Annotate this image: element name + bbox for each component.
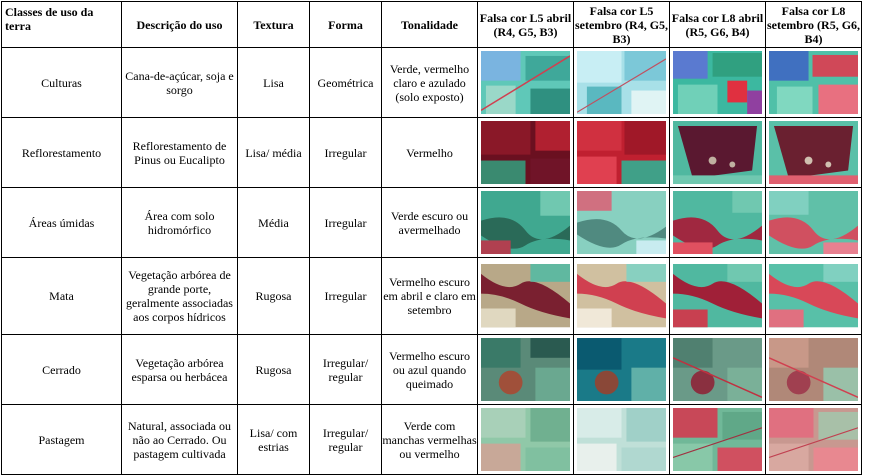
satellite-image xyxy=(673,338,762,401)
header-l5-abril: Falsa cor L5 abril (R4, G5, B3) xyxy=(478,2,574,48)
cell-tonalidade: Vermelho escuro em abril e claro em setembro xyxy=(382,258,478,335)
satellite-image xyxy=(769,121,858,184)
cell-descricao: Vegetação arbórea esparsa ou herbácea xyxy=(122,335,238,405)
cell-tonalidade: Vermelho xyxy=(382,118,478,188)
table-row xyxy=(2,48,862,118)
cell-tonalidade: Verde, vermelho claro e azulado (solo exposto) xyxy=(382,48,478,118)
cell-forma: Irregular xyxy=(310,258,382,335)
satellite-image xyxy=(577,408,666,471)
satellite-image xyxy=(481,264,570,327)
satellite-image xyxy=(481,191,570,254)
satellite-image xyxy=(481,51,570,114)
header-l8-setembro: Falsa cor L8 setembro (R5, G6, B4) xyxy=(766,3,861,46)
satellite-image xyxy=(577,121,666,184)
cell-forma: Irregular xyxy=(310,188,382,258)
cell-classe: Mata xyxy=(2,258,122,335)
cell-descricao: Reflorestamento de Pinus ou Eucalipto xyxy=(122,118,238,188)
cell-textura: Lisa/ com estrias xyxy=(238,405,310,475)
cell-classe: Pastagem xyxy=(2,405,122,475)
cell-classe: Áreas úmidas xyxy=(2,188,122,258)
header-forma: Forma xyxy=(310,2,382,48)
cell-classe: Reflorestamento xyxy=(2,118,122,188)
table-row xyxy=(2,188,862,258)
satellite-image xyxy=(769,51,858,114)
satellite-image xyxy=(577,191,666,254)
table-row xyxy=(2,118,862,188)
cell-textura: Lisa/ média xyxy=(238,118,310,188)
satellite-image xyxy=(769,338,858,401)
satellite-image xyxy=(769,191,858,254)
land-use-table xyxy=(1,1,862,475)
header-textura: Textura xyxy=(238,2,310,48)
header-row xyxy=(2,2,862,48)
header-classes: Classes de uso da terra xyxy=(2,2,122,48)
cell-tonalidade: Vermelho escuro ou azul quando queimado xyxy=(382,335,478,405)
cell-forma: Irregular/ regular xyxy=(310,405,382,475)
cell-textura: Rugosa xyxy=(238,258,310,335)
cell-classe: Culturas xyxy=(2,48,122,118)
cell-textura: Média xyxy=(238,188,310,258)
cell-tonalidade: Verde escuro ou avermelhado xyxy=(382,188,478,258)
satellite-image xyxy=(481,408,570,471)
satellite-image xyxy=(577,51,666,114)
cell-forma: Geométrica xyxy=(310,48,382,118)
cell-descricao: Cana-de-açúcar, soja e sorgo xyxy=(122,48,238,118)
satellite-image xyxy=(769,408,858,471)
cell-tonalidade: Verde com manchas vermelhas ou vermelho xyxy=(382,405,478,475)
header-tonalidade: Tonalidade xyxy=(382,2,478,48)
satellite-image xyxy=(673,191,762,254)
satellite-image xyxy=(673,121,762,184)
satellite-image xyxy=(769,264,858,327)
cell-forma: Irregular xyxy=(310,118,382,188)
table-row xyxy=(2,258,862,335)
satellite-image xyxy=(673,264,762,327)
cell-descricao: Área com solo hidromórfico xyxy=(122,188,238,258)
header-l8-abril: Falsa cor L8 abril (R5, G6, B4) xyxy=(670,2,766,48)
satellite-image xyxy=(577,264,666,327)
satellite-image xyxy=(673,408,762,471)
cell-descricao: Natural, associada ou não ao Cerrado. Ou pastagem cultivada xyxy=(122,405,238,475)
cell-textura: Lisa xyxy=(238,48,310,118)
satellite-image xyxy=(673,51,762,114)
header-l5-setembro: Falsa cor L5 setembro (R4, G5, B3) xyxy=(574,3,669,46)
table-row xyxy=(2,335,862,405)
cell-forma: Irregular/ regular xyxy=(310,335,382,405)
satellite-image xyxy=(481,338,570,401)
header-descricao: Descrição do uso xyxy=(122,2,238,48)
satellite-image xyxy=(481,121,570,184)
cell-textura: Rugosa xyxy=(238,335,310,405)
satellite-image xyxy=(577,338,666,401)
cell-classe: Cerrado xyxy=(2,335,122,405)
table-row xyxy=(2,405,862,475)
cell-descricao: Vegetação arbórea de grande porte, geralmente associadas aos corpos hídricos xyxy=(122,258,238,335)
